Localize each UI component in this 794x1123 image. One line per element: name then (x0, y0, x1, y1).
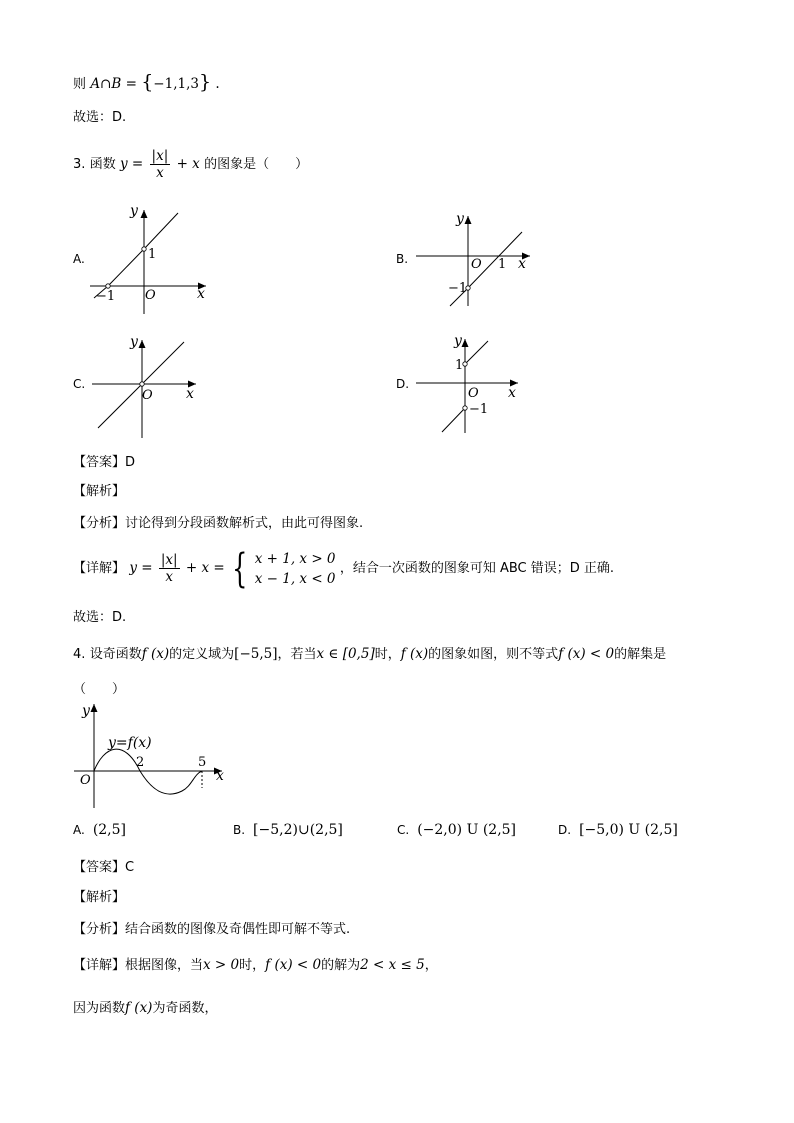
q4-detail: 【详解】根据图像，当x > 0时，f (x) < 0的解为2 < x ≤ 5， (73, 957, 438, 973)
q4-curve-label: y=f(x) (108, 735, 152, 751)
q3-answer-tag: 【答案】 (73, 455, 126, 470)
a-neg: −1 (96, 289, 116, 304)
q4-tick-5: 5 (198, 755, 207, 770)
q4-y: y (82, 703, 90, 719)
q3-prefix: 函数 (89, 157, 116, 172)
d-x: x (508, 385, 516, 401)
d-neg: −1 (469, 402, 489, 417)
q3-option-b-graph (412, 208, 542, 308)
q4-tick-2: 2 (136, 755, 145, 770)
q3-detail-tail: + x = (185, 560, 225, 576)
a-origin: O (145, 288, 156, 303)
c-y: y (130, 334, 138, 350)
q3-answer (73, 452, 135, 473)
b-y: y (456, 211, 464, 227)
q4-graph (70, 700, 230, 810)
b-x: x (518, 256, 526, 272)
c-origin: O (142, 388, 153, 403)
q4-fenxi: 【分析】结合函数的图像及奇偶性即可解不等式. (73, 922, 351, 937)
d-origin: O (468, 386, 479, 401)
q4-origin: O (80, 773, 91, 788)
q3-number: 3. (73, 157, 86, 172)
q3-fenxi-tag: 【分析】 (73, 516, 126, 531)
q3-option-c-label: C. (73, 377, 86, 391)
d-y: y (454, 333, 462, 349)
q3-option-b-label: B. (396, 252, 409, 266)
q3-option-c-graph (88, 332, 208, 440)
q3-y: y = (120, 156, 144, 172)
line-intersection: 则 A∩B = {−1,1,3} . (73, 71, 220, 93)
q3-option-d-label: D. (396, 377, 410, 391)
c-x: x (186, 386, 194, 402)
q3-fenxi-text: 讨论得到分段函数解析式，由此可得图象. (125, 516, 364, 531)
b-one: 1 (498, 257, 507, 272)
q3-tail: + x (176, 156, 200, 172)
a-one: 1 (148, 247, 157, 262)
question-3 (73, 148, 308, 181)
q4-paren: （ ） (73, 682, 126, 697)
line1-set: −1,1,3 (153, 76, 199, 92)
q4-option-d: D. [−5,0) U (2,5] (558, 822, 678, 838)
line2-choose: 故选：D. (73, 110, 127, 125)
a-y: y (130, 203, 138, 219)
q3-suffix: 的图象是（ ） (204, 157, 309, 172)
q4-answer: 【答案】C (73, 860, 135, 875)
a-x: x (197, 286, 205, 302)
q3-fenxi (73, 513, 363, 534)
q4-option-a: A. (2,5] (73, 822, 127, 838)
line1-expr: A∩B = (90, 76, 137, 92)
q3-option-d-graph (412, 333, 532, 435)
question-4: 4. 设奇函数f (x)的定义域为[−5,5]，若当x ∈ [0,5]时，f (x)的图象如图，则不等式f (x) < 0的解集是 (73, 646, 667, 662)
q3-analysis-tag: 【解析】 (73, 484, 126, 499)
q3-choose: 故选：D. (73, 610, 127, 625)
line1-suffix: . (215, 76, 220, 92)
q4-option-c: C. (−2,0) U (2,5] (397, 822, 517, 838)
q3-detail-fraction: $\frac{|x|}{x}$ (160, 552, 178, 585)
q4-x: x (216, 768, 224, 784)
line1-prefix: 则 (73, 77, 87, 92)
q3-detail-tag: 【详解】 (73, 561, 126, 576)
b-neg: −1 (448, 281, 468, 296)
q4-analysis-tag: 【解析】 (73, 890, 126, 905)
d-one: 1 (455, 358, 464, 373)
q3-detail: 【详解】 y = $\frac{|x|}{x}$ + x = { x + 1, x > 0 x − 1, x < 0 ，结合一次函数的图象可知 ABC 错误；D 正确. (73, 545, 615, 592)
q3-fraction: $\frac{|x|}{x}$ (151, 148, 169, 181)
q3-answer-value: D (125, 455, 136, 470)
b-origin: O (471, 257, 482, 272)
q4-option-b: B. [−5,2)∪(2,5] (233, 822, 343, 838)
q4-last: 因为函数f (x)为奇函数， (73, 1000, 218, 1016)
q3-detail-cases: x + 1, x > 0 x − 1, x < 0 (254, 550, 336, 587)
q3-detail-y: y = (129, 560, 153, 576)
q3-detail-text: ，结合一次函数的图象可知 ABC 错误；D 正确. (339, 561, 615, 576)
q3-option-a-graph (88, 200, 218, 315)
q3-option-a-label: A. (73, 252, 85, 266)
